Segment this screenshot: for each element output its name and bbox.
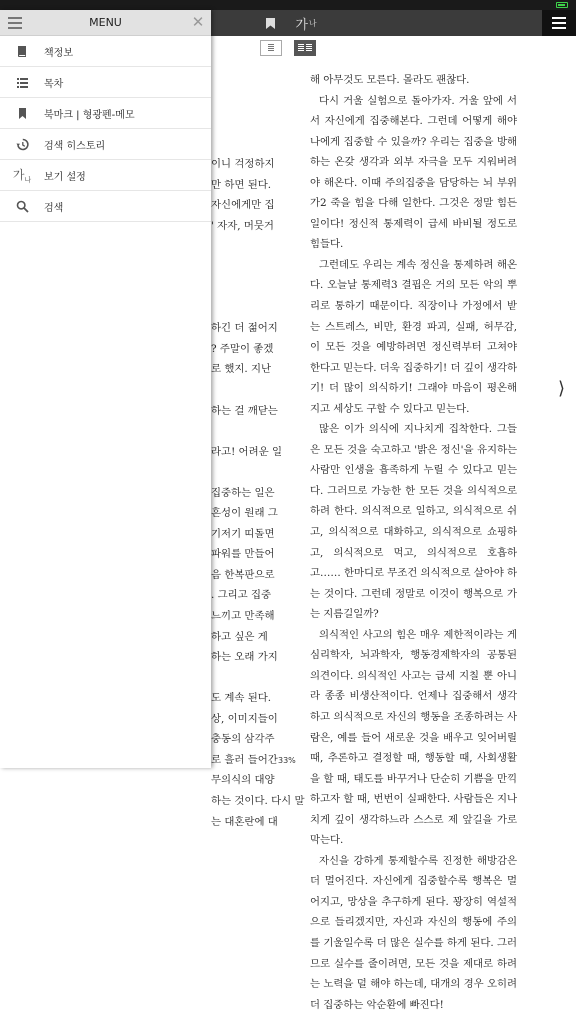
left-page-line [211, 462, 269, 483]
hamburger-icon [552, 17, 566, 29]
left-page-line [211, 236, 269, 257]
font-glyph-main: 가 [12, 167, 25, 182]
left-page-line [211, 257, 269, 278]
paragraph: 해 아무것도 모른다. 몰라도 괜찮다. [310, 74, 470, 86]
left-page-line: 는 대혼란에 대 [211, 815, 278, 828]
double-page-icon [297, 43, 313, 53]
single-page-view-button[interactable] [260, 40, 282, 56]
left-page-line: 충동의 삼각주 [211, 733, 275, 746]
double-page-view-button[interactable] [294, 40, 316, 56]
left-page-line [211, 277, 269, 298]
left-page-line: . 그리고 집중 [211, 589, 272, 602]
paragraph: 다시 거울 실험으로 돌아가자. 거울 앞에 서서 자신에게 집중해본다. 그런데 어떻게 해야 나에게 집중할 수 있을까? 우리는 집중을 방해하는 온갖 생각과 외부 자극을 모두 지워버려야 해온다. 이때 주의집중을 담당하는 뇌 부위가2 죽을 힘을 다해 일한다. 그것은 정말 힘든 일이다! 정신적 통제력이 급세 바비될 정도로 힘들다. [310, 94, 517, 251]
left-page-line: 상, 이미지들이 [211, 712, 278, 725]
next-page-arrow[interactable]: ⟩ [558, 378, 566, 399]
paragraph: 자신을 강하게 통제할수록 진정한 해방감은 더 멀어진다. 자신에게 집중할수록 행복은 멀어지고, 망상을 추구하게 된다. 꽝장히 역설적으로 들리겠지만, 자신과 자신의 행동에 주의를 기울일수록 더 많은 실수를 하게 된다. 그러므로 실수를 줄이려면, 모든 것을 제대로 하려는 노력을 덜 해야 하는데, 대개의 경우 오히려 더 집중하는 악순환에 빠진다! [310, 854, 517, 1011]
left-page-line: 도 계속 된다. [211, 692, 272, 705]
bookmark-icon [0, 107, 44, 120]
left-page-line [211, 380, 269, 401]
menu-item-label: 책정보 [44, 47, 73, 59]
bookmark-icon[interactable] [260, 10, 280, 36]
paragraph: 많은 이가 의식에 지나치게 집착한다. 그들은 모든 것을 숙고하고 '밝은 정신'을 유지하는 사람만 인생을 흡족하게 누릴 수 있다고 믿는다. 그러므로 가능한 한 모든 것을 의식적으로 하려 한다. 의식적으로 일하고, 의식적으로 쉬고, 의식적으로 대화하고, 의식적으로 쇼핑하고, 의식적으로 먹고, 의식적으로 호흡하고…… 한마디로 무조건 의식적으로 살아야 하는 것이다. 그런데 정말로 이것이 행복으로 가는 지름길일까? [310, 423, 517, 621]
font-settings-button[interactable] [292, 10, 320, 36]
left-page-line: ' 자자, 머뭇거 [211, 219, 274, 232]
paragraph: 의식적인 사고의 힘은 매우 제한적이라는 게 심리학자, 뇌과학자, 행동경제학자의 공통된 의견이다. 의식적인 사고는 급세 지칠 뿐 아니라 종종 비생산적이다. 언제나 집중해서 생각하고 의식적으로 자신의 행동을 조종하려는 사람은, 예를 들어 새로운 것을 배우고 잊어버릴 때, 추론하고 결정할 때, 행동할 때, 사회생활을 할 때, 태도를 바꾸거나 단순히 기쁨을 만끽하고자 할 때, 번번이 실패한다. 사람들은 지나치게 깊이 생각하느라 스스로 제 앞길을 가로막는다. [310, 628, 517, 847]
menu-item-label: 검색 히스토리 [44, 140, 106, 152]
left-page-line: 로 흘러 들어간 [211, 753, 278, 766]
left-page-line: 만 하면 된다. [211, 178, 272, 191]
paragraph: 그런데도 우리는 계속 정신을 통제하려 해온다. 오늘날 통제력3 결핍은 거의 모든 악의 뿌리로 통하기 때문이다. 직장이나 가정에서 받는 스트레스, 비만, 환경 파괴, 실패, 허무감, 이 모든 것을 예방하려면 정신력부터 고쳐야 한다고 믿는다. 더욱 집중하기! 더 깊이 생각하기! 더 많이 의식하기! 그래야 마음이 평온해지고 세상도 구할 수 있다고 믿는다. [310, 258, 517, 415]
menu-title: MENU [89, 16, 122, 29]
left-page-line: 하긴 더 젊어지 [211, 322, 278, 335]
left-page-line: 자신에게만 집 [211, 199, 275, 212]
left-page-line: 집중하는 일은 [211, 486, 275, 499]
search-icon [0, 200, 44, 213]
close-icon[interactable]: ✕ [191, 13, 205, 31]
single-page-icon [266, 43, 276, 53]
battery-icon [556, 2, 568, 8]
left-page-line: 로 했지. 지난 [211, 363, 272, 376]
status-bar [0, 0, 576, 10]
left-page-line: 흔성이 원래 그 [211, 507, 278, 520]
left-page-line: 라고! 어려운 일 [211, 445, 283, 458]
left-page-line: ? 주말이 좋겠 [211, 342, 274, 355]
font-glyph-sub: 나 [308, 18, 317, 28]
left-page-line: 하는 것이다. 다시 말 [211, 794, 305, 807]
menu-item-label: 목차 [44, 78, 64, 90]
menu-item-bookmarks[interactable] [0, 98, 211, 129]
menu-button[interactable] [542, 10, 576, 36]
menu-item-search[interactable] [0, 191, 211, 222]
list-icon [0, 76, 44, 89]
font-glyph-sub: 나 [24, 175, 32, 184]
menu-item-search-history[interactable] [0, 129, 211, 160]
book-icon [0, 45, 44, 58]
menu-item-view-settings[interactable] [0, 160, 211, 191]
menu-header [0, 10, 211, 36]
left-page-line [211, 298, 269, 319]
left-page-line: 음 한복판으로 [211, 568, 275, 581]
menu-item-book-info[interactable] [0, 36, 211, 67]
left-page-line: 이니 걱정하지 [211, 158, 275, 170]
left-page-line [211, 421, 269, 442]
menu-item-label: 북마크 | 형광펜-메모 [44, 109, 135, 121]
left-page-line: 기저기 띠돌면 [211, 527, 275, 540]
reading-progress: 33% [278, 756, 296, 765]
side-menu-panel [0, 10, 211, 768]
left-page-line: 파워를 만들어 [211, 548, 275, 561]
left-page-line: 하는 오래 가지 [211, 651, 278, 664]
menu-item-label: 검색 [44, 202, 64, 214]
left-page-line: 하는 걸 깨닫는 [211, 404, 278, 417]
left-page-line: 느끼고 만족해 [211, 610, 275, 623]
font-glyph-main: 가 [295, 17, 308, 33]
history-icon [0, 138, 44, 151]
left-page-line: 무의식의 대양 [211, 774, 275, 787]
left-page-line: 하고 싶은 게 [211, 630, 268, 643]
left-page-line [211, 668, 269, 689]
page-body-text [310, 70, 517, 1015]
menu-item-toc[interactable] [0, 67, 211, 98]
font-size-icon [0, 166, 44, 185]
menu-item-label: 보기 설정 [44, 171, 86, 183]
